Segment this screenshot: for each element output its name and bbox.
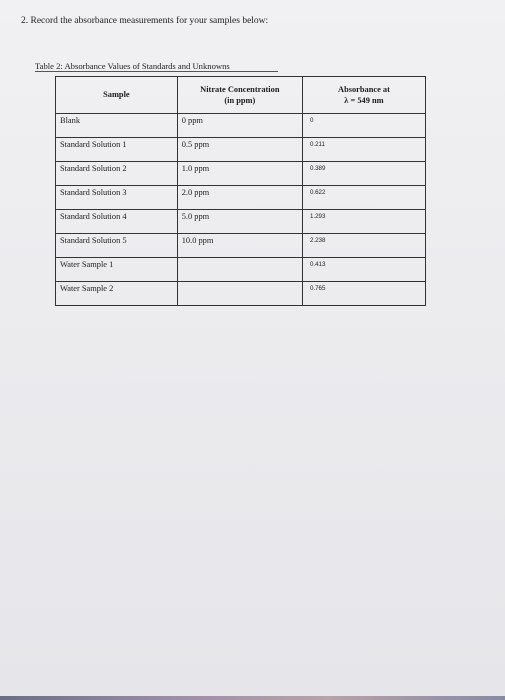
cell-absorbance: 2.238 bbox=[302, 234, 425, 258]
header-concentration-line1: Nitrate Concentration bbox=[200, 84, 280, 94]
cell-absorbance: 1.293 bbox=[302, 210, 425, 234]
table-body bbox=[56, 114, 426, 306]
cell-absorbance: 0.622 bbox=[302, 186, 425, 210]
table-row bbox=[56, 162, 426, 186]
table-row bbox=[56, 210, 426, 234]
header-sample bbox=[56, 77, 178, 114]
question-text: 2. Record the absorbance measurements for your samples below: bbox=[21, 16, 269, 26]
cell-concentration bbox=[177, 282, 302, 306]
cell-absorbance: 0.413 bbox=[302, 258, 425, 282]
cell-sample: Blank bbox=[56, 114, 178, 138]
cell-absorbance: 0.389 bbox=[302, 162, 425, 186]
caption-underline bbox=[35, 71, 278, 72]
cell-sample: Standard Solution 3 bbox=[56, 186, 178, 210]
absorbance-table bbox=[55, 76, 426, 306]
cell-concentration: 0.5 ppm bbox=[177, 138, 302, 162]
header-absorbance-line2: λ = 549 nm bbox=[344, 96, 384, 105]
cell-sample: Standard Solution 2 bbox=[56, 162, 178, 186]
table-row bbox=[56, 258, 426, 282]
cell-concentration: 0 ppm bbox=[177, 114, 302, 138]
cell-concentration: 10.0 ppm bbox=[177, 234, 302, 258]
header-concentration-line2: (in ppm) bbox=[224, 96, 256, 105]
cell-concentration bbox=[177, 258, 302, 282]
table-row bbox=[56, 282, 426, 306]
cell-concentration: 5.0 ppm bbox=[177, 210, 302, 234]
table-row bbox=[56, 234, 426, 258]
header-absorbance bbox=[302, 77, 425, 114]
photo-bottom-edge bbox=[0, 696, 505, 700]
cell-concentration: 2.0 ppm bbox=[177, 186, 302, 210]
header-sample-label: Sample bbox=[103, 90, 130, 100]
table-row bbox=[56, 138, 426, 162]
cell-sample: Standard Solution 1 bbox=[56, 138, 178, 162]
table-header-row bbox=[56, 77, 426, 114]
cell-absorbance: 0.765 bbox=[302, 282, 425, 306]
cell-sample: Water Sample 2 bbox=[56, 282, 178, 306]
header-absorbance-line1: Absorbance at bbox=[338, 84, 390, 94]
table-row bbox=[56, 186, 426, 210]
cell-sample: Standard Solution 5 bbox=[56, 234, 178, 258]
cell-absorbance: 0.211 bbox=[302, 138, 425, 162]
cell-absorbance: 0 bbox=[302, 114, 425, 138]
cell-sample: Water Sample 1 bbox=[56, 258, 178, 282]
cell-sample: Standard Solution 4 bbox=[56, 210, 178, 234]
cell-concentration: 1.0 ppm bbox=[177, 162, 302, 186]
header-concentration bbox=[177, 77, 302, 114]
table-caption: Table 2: Absorbance Values of Standards and Unknowns bbox=[35, 61, 230, 71]
table-row bbox=[56, 114, 426, 138]
